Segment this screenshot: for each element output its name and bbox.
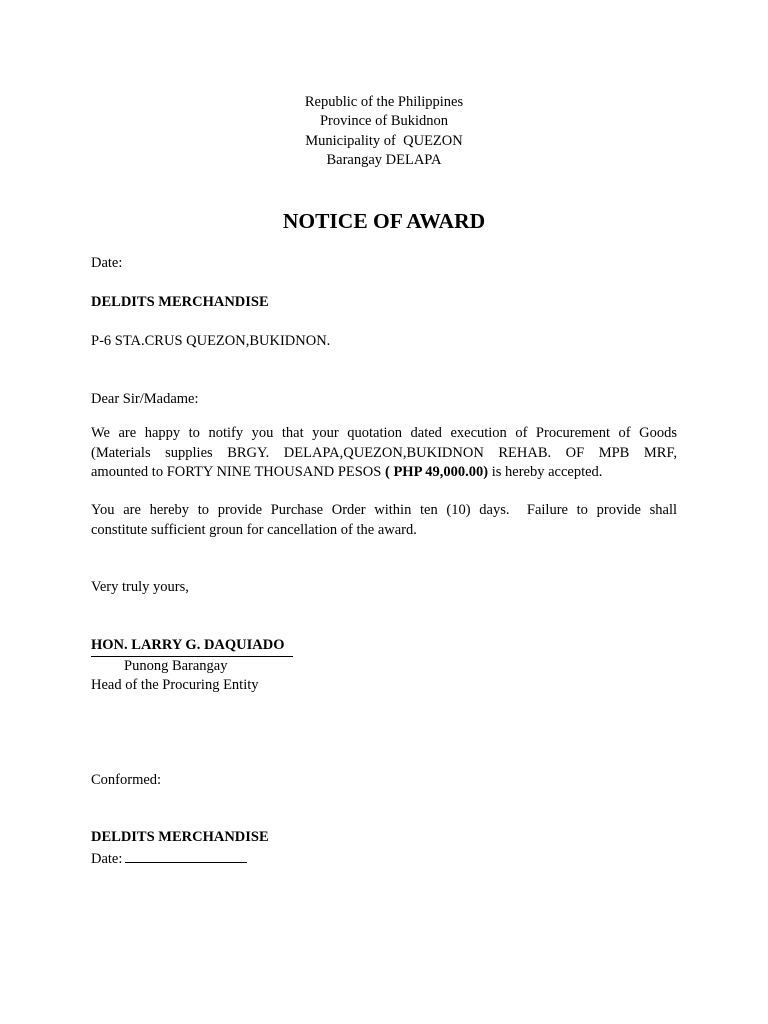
conformed-date-label: Date:: [91, 850, 123, 867]
conformed-date: [91, 848, 677, 870]
acceptance-text: is hereby accepted.: [488, 464, 603, 480]
letterhead-country: Republic of the Philippines: [304, 94, 464, 110]
signatory-position: Punong Barangay: [124, 657, 228, 674]
letterhead-municipality: Municipality of QUEZON: [305, 132, 463, 149]
amount-words: amounted to FORTY NINE THOUSAND PESOS: [91, 464, 385, 480]
award-paragraph-line: (Materials supplies BRGY. DELAPA,QUEZON,BUKIDNON REHAB. OF MPB MRF,: [91, 444, 677, 461]
conformed-block: [91, 828, 677, 869]
recipient-address: P-6 STA.CRUS QUEZON,BUKIDNON.: [91, 333, 331, 349]
signatory-role: Head of the Procuring Entity: [91, 677, 259, 693]
award-paragraph-line: We are happy to notify you that your quotation dated execution of Procurement of Goods: [91, 425, 677, 441]
date-blank-line: [125, 848, 247, 863]
salutation: Dear Sir/Madame:: [91, 391, 199, 407]
closing: Very truly yours,: [91, 579, 189, 595]
document-title: NOTICE OF AWARD: [282, 209, 486, 233]
signature-block: [91, 636, 677, 696]
date-label: Date:: [91, 255, 123, 271]
conformed-label: Conformed:: [91, 772, 162, 788]
purchase-order-line: You are hereby to provide Purchase Order within ten (10) days. Failure to provide shall: [91, 502, 677, 518]
letterhead-province: Province of Bukidnon: [319, 113, 449, 130]
letterhead: [0, 93, 768, 170]
conformed-name: DELDITS MERCHANDISE: [91, 829, 269, 845]
signatory-name-text: HON. LARRY G. DAQUIADO: [91, 636, 293, 657]
award-paragraph: [91, 424, 677, 483]
purchase-order-line: constitute sufficient groun for cancellation of the award.: [91, 521, 417, 538]
purchase-order-paragraph: [91, 501, 677, 540]
award-paragraph-line: [91, 463, 677, 483]
signatory-name: [91, 636, 677, 657]
amount-figure: ( PHP 49,000.00): [384, 464, 489, 480]
letterhead-barangay: Barangay DELAPA: [326, 151, 442, 168]
recipient-name: DELDITS MERCHANDISE: [91, 294, 269, 310]
